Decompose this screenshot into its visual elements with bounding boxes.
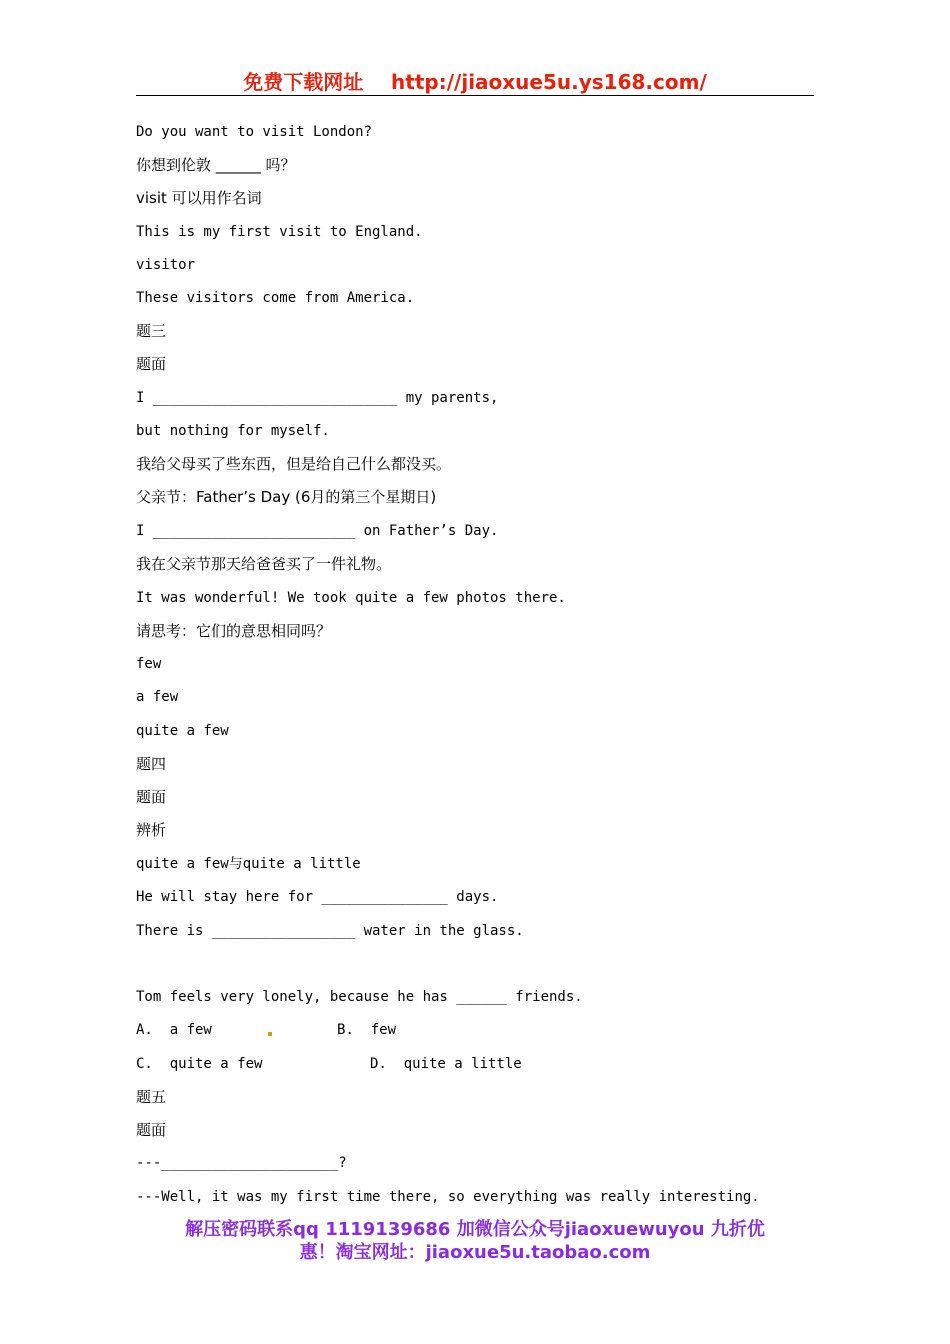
text-line: It was wonderful! We took quite a few photos there. — [136, 590, 566, 606]
text-line: This is my first visit to England. — [136, 224, 423, 240]
option-c: C. quite a few — [136, 1056, 263, 1072]
text-line: visitor — [136, 257, 196, 273]
option-d: D. quite a little — [370, 1056, 522, 1072]
text-line: ---_____________________? — [136, 1155, 347, 1171]
text-line: ---Well, it was my first time there, so everything was really interesting. — [136, 1189, 760, 1205]
text-line: few — [136, 656, 162, 672]
text-line: but nothing for myself. — [136, 423, 330, 439]
text-line: 请思考：它们的意思相同吗？ — [136, 622, 332, 640]
text-line: 父亲节：Father’s Day (6月的第三个星期日) — [136, 488, 437, 506]
footer-line-1: 解压密码联系qq 1119139686 加微信公众号jiaoxuewuyou 九折优 — [185, 1219, 765, 1240]
section-heading: 题五 — [136, 1088, 167, 1106]
section-heading: 题四 — [136, 755, 167, 773]
text-line: I ________________________ on Father’s Day. — [136, 523, 499, 539]
text-line: These visitors come from America. — [136, 290, 415, 306]
option-a: A. a few — [136, 1022, 212, 1038]
text-line: 你想到伦敦 ______ 吗？ — [136, 156, 296, 174]
footer-line-2: 惠！淘宝网址：jiaoxue5u.taobao.com — [299, 1242, 651, 1263]
question-text: Tom feels very lonely, because he has ______ friends. — [136, 989, 583, 1005]
section-heading: 题三 — [136, 322, 167, 340]
text-line: 我在父亲节那天给爸爸买了一件礼物。 — [136, 555, 392, 573]
header-link-text: 免费下载网址 http://jiaoxue5u.ys168.com/ — [243, 70, 707, 94]
section-subheading: 题面 — [136, 355, 167, 373]
footer-notice — [136, 1218, 814, 1264]
option-b: B. few — [337, 1022, 397, 1038]
section-subheading: 题面 — [136, 788, 167, 806]
text-line: a few — [136, 689, 179, 705]
text-line: He will stay here for _______________ days. — [136, 889, 499, 905]
text-line: visit 可以用作名词 — [136, 189, 262, 207]
text-line: quite a few — [136, 723, 229, 739]
text-line: quite a few与quite a little — [136, 856, 361, 872]
header-rule — [136, 95, 814, 96]
text-line: I _____________________________ my parents, — [136, 390, 499, 406]
text-line: Do you want to visit London? — [136, 124, 373, 140]
text-line: There is _________________ water in the glass. — [136, 923, 524, 939]
text-line: 我给父母买了些东西，但是给自己什么都没买。 — [136, 455, 452, 473]
section-subheading: 辨析 — [136, 821, 167, 839]
marker-dot — [268, 1032, 272, 1036]
section-subheading: 题面 — [136, 1121, 167, 1139]
